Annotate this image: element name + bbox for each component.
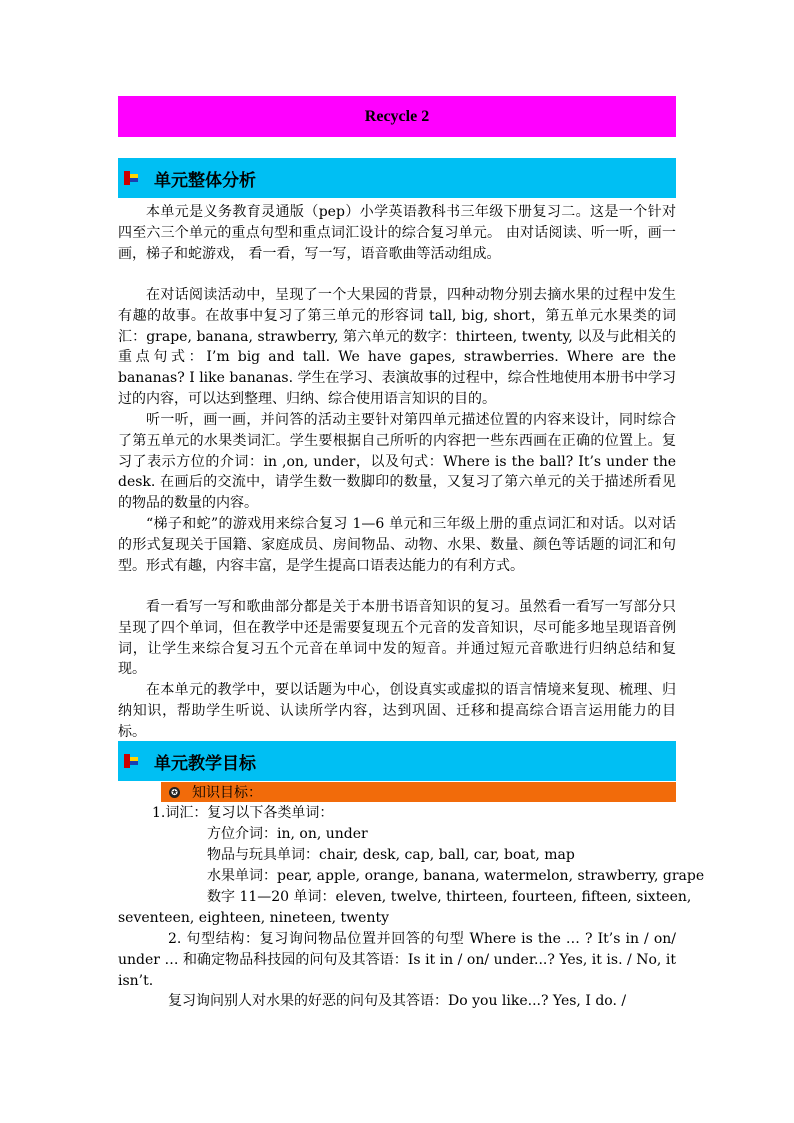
vocab-prepositions: 方位介词：in, on, under (207, 826, 368, 842)
circle-star-icon: ✪ (169, 787, 180, 798)
sentence-patterns-fruit: 复习询问别人对水果的好恶的问句及其答语：Do you like...? Yes, I do. / (168, 993, 627, 1009)
paragraph: “梯子和蛇”的游戏用来综合复习 1—6 单元和三年级上册的重点词汇和对话。以对话的形式复现关于国籍、家庭成员、房间物品、动物、水果、数量、颜色等话题的词汇和句型。形式有趣，内容丰富，是学生提高口语表达能力的有利方式。 (118, 516, 676, 574)
section-header-unit-analysis (118, 158, 676, 198)
paragraph: 在对话阅读活动中，呈现了一个大果园的背景，四种动物分别去摘水果的过程中发生有趣的故事。在故事中复习了第三单元的形容词 tall, big, short，第五单元水果类的词汇：grape, banana, strawberry, 第六单元的数字：thirteen, twenty, 以及与此相关的重点句式：I’m big and tall. We have gapes, strawberries. Where are the bananas? I like bananas. 学生在学习、表演故事的过程中，综合性地使用本册书中学习过的内容，可以达到整理、归纳、综合使用语言知识的目的。 (118, 287, 676, 407)
vocab-intro: 1.词汇：复习以下各类单词： (152, 805, 334, 821)
sub-heading: 知识目标： (192, 785, 262, 801)
vocab-fruits: 水果单词：pear, apple, orange, banana, watermelon, strawberry, grape (207, 868, 705, 884)
bookmark-flag-icon (124, 171, 138, 185)
vocab-numbers-cont: seventeen, eighteen, nineteen, twenty (118, 910, 390, 926)
vocab-numbers: 数字 11—20 单词：eleven, twelve, thirteen, fourteen, fifteen, sixteen, (207, 889, 692, 905)
section-heading: 单元整体分析 (154, 170, 256, 191)
paragraph: 听一听，画一画，并问答的活动主要针对第四单元描述位置的内容来设计，同时综合了第五单元的水果类词汇。学生要根据自己所听的内容把一些东西画在正确的位置上。复习了表示方位的介词：in ,on, under，以及句式：Where is the ball? It’s under the desk. 在画后的交流中，请学生数一数脚印的数量，又复习了第六单元的关于描述所看见的物品的数量的内容。 (118, 412, 676, 512)
section-header-teaching-goals (118, 741, 676, 781)
document-title: Recycle 2 (118, 96, 676, 137)
sentence-patterns: 2. 句型结构：复习询问物品位置并回答的句型 Where is the … ? It’s in / on/ under … 和确定物品科技园的问句及其答语：Is it in / on/ under...? Yes, it is. / No, it isn’t. (118, 931, 676, 989)
paragraph: 本单元是义务教育灵通版（pep）小学英语教科书三年级下册复习二。这是一个针对四至六三个单元的重点句型和重点词汇设计的综合复习单元。 由对话阅读、听一听，画一画，梯子和蛇游戏， 看一看，写一写，语音歌曲等活动组成。 (118, 204, 676, 262)
bookmark-flag-icon (124, 754, 138, 768)
paragraph: 在本单元的教学中，要以话题为中心，创设真实或虚拟的语言情境来复现、梳理、归纳知识，帮助学生听说、认读所学内容，达到巩固、迁移和提高综合语言运用能力的目标。 (118, 682, 676, 740)
vocab-toys: 物品与玩具单词：chair, desk, cap, ball, car, boat, map (207, 847, 575, 863)
knowledge-goals-header (161, 782, 676, 802)
section-heading: 单元教学目标 (154, 753, 256, 774)
paragraph: 看一看写一写和歌曲部分都是关于本册书语音知识的复习。虽然看一看写一写部分只呈现了四个单词，但在教学中还是需要复现五个元音的发音知识，尽可能多地呈现语音例词，让学生来综合复习五个元音在单词中发的短音。并通过短元音歌进行归纳总结和复现。 (118, 599, 676, 678)
